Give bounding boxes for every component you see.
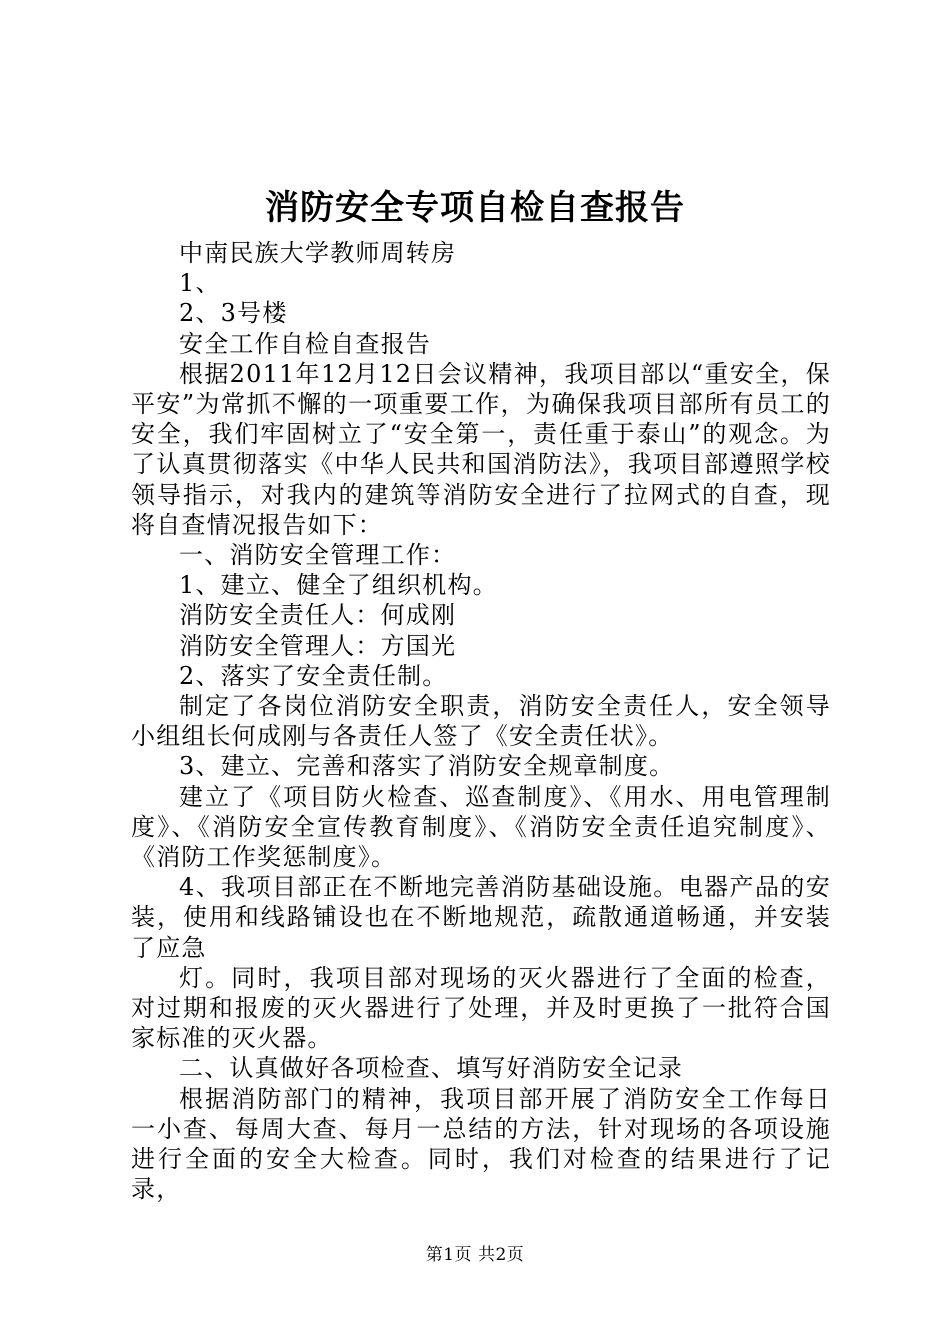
paragraph-rules: 3、建立、完善和落实了消防安全规章制度。: [179, 752, 675, 781]
paragraph-inspection-details: 根据消防部门的精神，我项目部开展了消防安全工作每日一小查、每周大查、每月一总结的方法，针对现场的各项设施进行全面的安全大检查。同时，我们对检查的结果进行了记录，: [131, 1084, 831, 1204]
paragraph-extinguishers: 灯。同时，我项目部对现场的灭火器进行了全面的检查，对过期和报废的灭火器进行了处理，并及时更换了一批符合国家标准的灭火器。: [131, 963, 831, 1053]
document-title: 消防安全专项自检自查报告: [265, 188, 685, 228]
paragraph-rules-details: 建立了《项目防火检查、巡查制度》、《用水、用电管理制度》、《消防安全宣传教育制度》、《消防安全责任追究制度》、《消防工作奖惩制度》。: [131, 782, 831, 872]
paragraph-project-name: 中南民族大学教师周转房: [179, 239, 457, 267]
paragraph-manager: 消防安全管理人：方国光: [179, 631, 457, 660]
section-heading-fire-management: 一、消防安全管理工作：: [179, 541, 457, 570]
paragraph-building-1: 1、: [179, 269, 221, 298]
page-number-footer: 第1页 共2页: [425, 1245, 525, 1265]
paragraph-responsibility-system: 2、落实了安全责任制。: [179, 661, 448, 690]
paragraph-responsible-person: 消防安全责任人：何成刚: [179, 601, 457, 630]
paragraph-introduction: 根据2011年12月12日会议精神，我项目部以“重安全，保平安”为常抓不懈的一项重要工作，为确保我项目部所有员工的安全，我们牢固树立了“安全第一，责任重于泰山”的观念。为了认真贯彻落实《中华人民共和国消防法》，我项目部遵照学校领导指示，对我内的建筑等消防安全进行了拉网式的自查，现将自查情况报告如下：: [131, 359, 831, 539]
paragraph-responsibility-details: 制定了各岗位消防安全职责，消防安全责任人，安全领导小组组长何成刚与各责任人签了《安全责任状》。: [131, 692, 831, 751]
paragraph-organization: 1、建立、健全了组织机构。: [179, 571, 498, 600]
paragraph-report-subtitle: 安全工作自检自查报告: [179, 329, 431, 358]
section-heading-inspection-records: 二、认真做好各项检查、填写好消防安全记录: [179, 1054, 683, 1083]
paragraph-facilities: 4、我项目部正在不断地完善消防基础设施。电器产品的安装，使用和线路铺设也在不断地规范，疏散通道畅通，并安装了应急: [131, 873, 831, 962]
paragraph-building-2-3: 2、3号楼: [179, 299, 288, 328]
document-body: [131, 238, 831, 1205]
